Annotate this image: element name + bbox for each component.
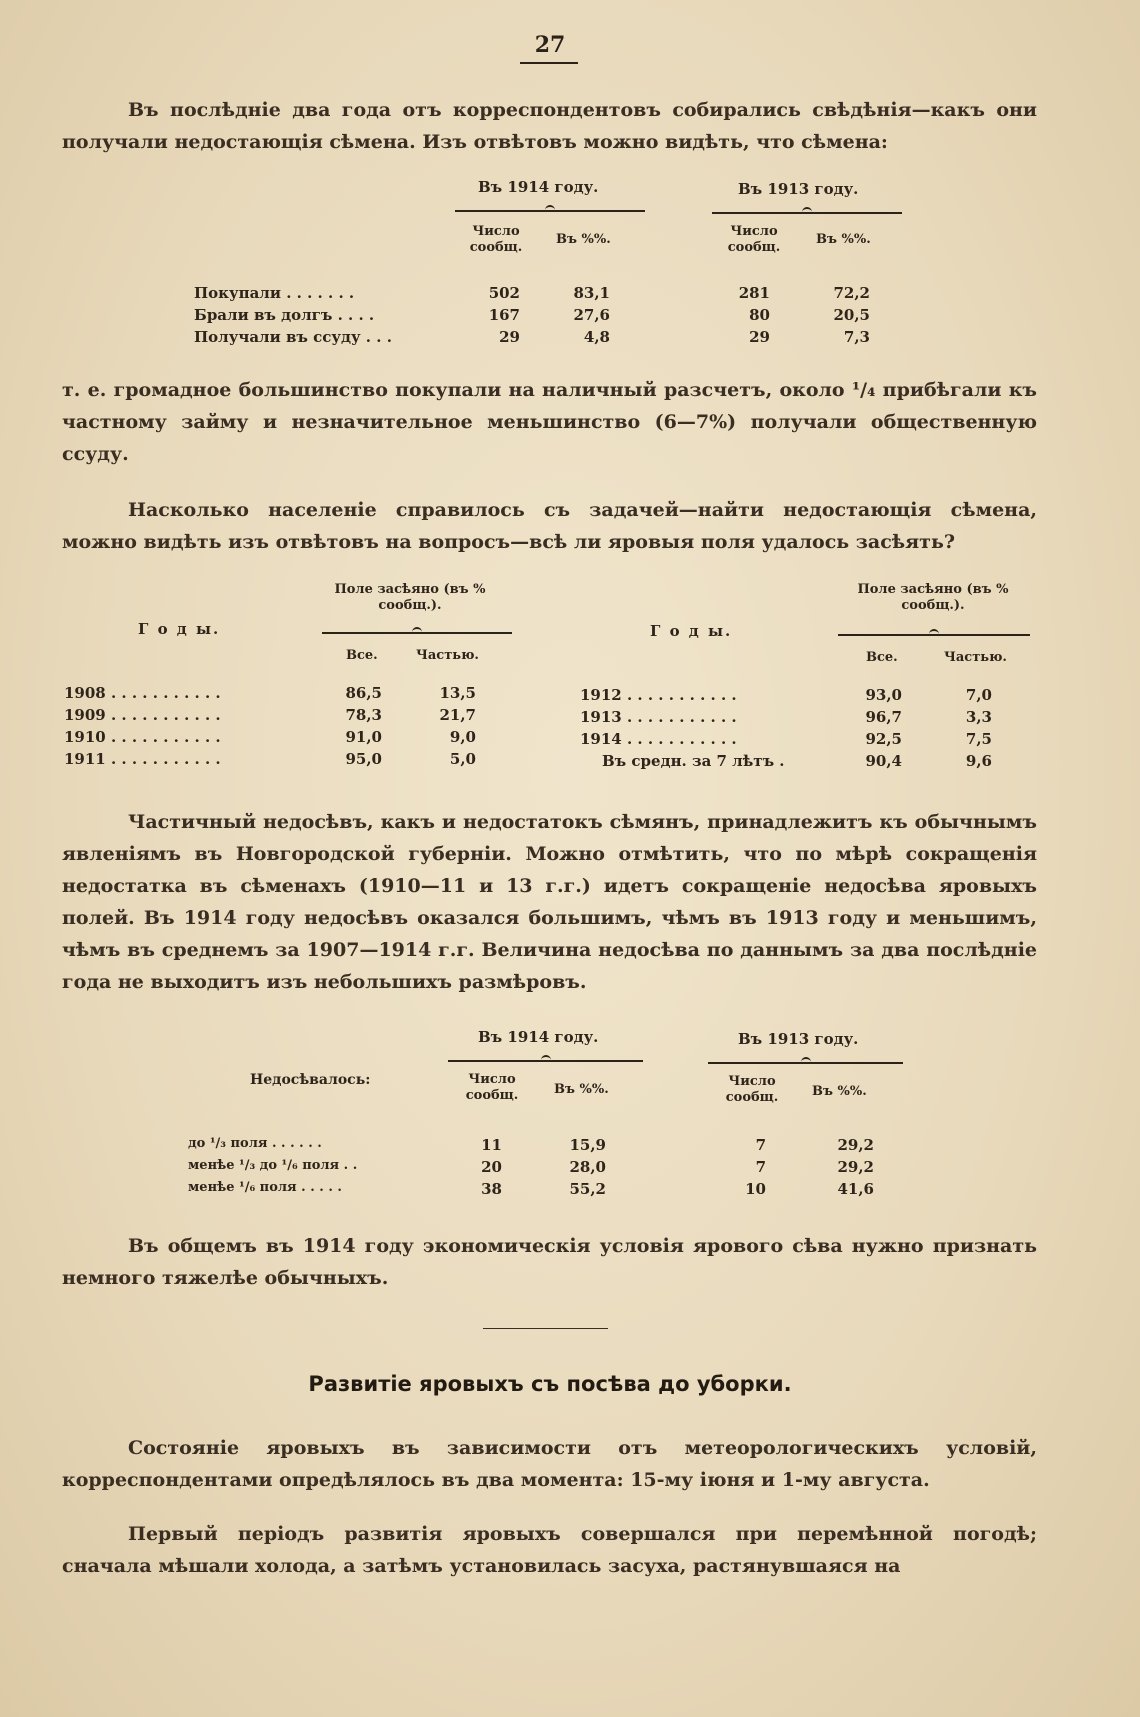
page-number: 27	[534, 32, 566, 58]
table2-cell: 78,3	[345, 706, 382, 724]
table1-row-label: Получали въ ссуду . . .	[194, 328, 392, 346]
paragraph-7: Первый періодъ развитія яровыхъ совершался при перемѣнной погодѣ; сначала мѣшали холода, а затѣмъ установилась засуха, растянувшаяся на	[62, 1523, 1037, 1577]
table2-cell: 86,5	[345, 684, 382, 702]
table3-row-label: менѣе ¹/₆ поля . . . . .	[188, 1180, 342, 1195]
paragraph-2: т. е. громадное большинство покупали на наличный разсчетъ, около ¹/₄ прибѣгали къ частному займу и незначительное меньшинство (6—7%) получали общественную ссуду.	[62, 379, 1037, 465]
table1-col-count-1913: Число сообщ.	[727, 224, 781, 255]
table2-cell: 5,0	[449, 750, 476, 768]
table2-cell: 7,0	[965, 686, 992, 704]
table3-cell: 7	[755, 1158, 766, 1176]
table2-year: 1908 . . . . . . . . . . .	[64, 684, 221, 702]
table2-cell: 92,5	[865, 730, 902, 748]
paragraph-3: Насколько населеніе справилось съ задачей—найти недостающія сѣмена, можно видѣть изъ отвѣтовъ на вопросъ—всѣ ли яровыя поля удалось засѣять?	[62, 499, 1037, 553]
table2-year: 1914 . . . . . . . . . . .	[580, 730, 737, 748]
table2-years-label-left: Г о д ы.	[138, 620, 221, 638]
table3-col-pct-1913: Въ %%.	[812, 1084, 867, 1099]
table1-cell: 27,6	[573, 306, 610, 324]
table2-cell: 96,7	[865, 708, 902, 726]
table1-cell: 167	[488, 306, 520, 324]
table2-year: 1912 . . . . . . . . . . .	[580, 686, 737, 704]
table3-cell: 41,6	[837, 1180, 874, 1198]
table1-brace-1913	[712, 212, 902, 214]
table2-average-label: Въ средн. за 7 лѣтъ .	[602, 752, 785, 770]
table3-row-header: Недосѣвалось:	[250, 1072, 371, 1088]
table3-year-1913: Въ 1913 году.	[738, 1030, 859, 1048]
table1-col-count-1914: Число сообщ.	[469, 224, 523, 255]
table3-col-count-1914: Число сообщ.	[465, 1072, 519, 1103]
table2-cell: 7,5	[965, 730, 992, 748]
table3-col-pct-1914: Въ %%.	[554, 1082, 609, 1097]
table1-cell: 83,1	[573, 284, 610, 302]
table3-brace-1913	[708, 1062, 903, 1064]
table3-cell: 20	[481, 1158, 502, 1176]
table2-year: 1910 . . . . . . . . . . .	[64, 728, 221, 746]
table1-brace-1914	[455, 210, 645, 212]
table1-row-label: Покупали . . . . . . .	[194, 284, 355, 302]
table3-cell: 28,0	[569, 1158, 606, 1176]
table3-cell: 10	[745, 1180, 766, 1198]
table3-row-label: до ¹/₃ поля . . . . . .	[188, 1136, 322, 1151]
table1-cell: 80	[749, 306, 770, 324]
table3-cell: 7	[755, 1136, 766, 1154]
table2-col-all-left: Все.	[346, 648, 378, 663]
section-heading: Развитіе яровыхъ съ посѣва до уборки.	[308, 1372, 792, 1396]
table3-year-1914: Въ 1914 году.	[478, 1028, 599, 1046]
table2-col-all-right: Все.	[866, 650, 898, 665]
table1-cell: 7,3	[843, 328, 870, 346]
table1-cell: 29	[499, 328, 520, 346]
table2-cell: 9,6	[965, 752, 992, 770]
paragraph-1: Въ послѣдніе два года отъ корреспондентовъ собирались свѣдѣнія—какъ они получали недостающія сѣмена. Изъ отвѣтовъ можно видѣть, что сѣмена:	[62, 99, 1037, 153]
table1-cell: 20,5	[833, 306, 870, 324]
table2-cell: 13,5	[439, 684, 476, 702]
table3-cell: 38	[481, 1180, 502, 1198]
table3-cell: 55,2	[569, 1180, 606, 1198]
table2-cell: 95,0	[345, 750, 382, 768]
table1-year-1914: Въ 1914 году.	[478, 178, 599, 196]
table2-brace-left	[322, 632, 512, 634]
table1-cell: 4,8	[583, 328, 610, 346]
table3-col-count-1913: Число сообщ.	[725, 1074, 779, 1105]
table3-cell: 29,2	[837, 1158, 874, 1176]
table2-cell: 21,7	[439, 706, 476, 724]
table2-cell: 91,0	[345, 728, 382, 746]
section-separator	[483, 1328, 608, 1329]
table1-col-pct-1914: Въ %%.	[556, 232, 611, 247]
table3-cell: 29,2	[837, 1136, 874, 1154]
table2-brace-right	[838, 634, 1030, 636]
table2-year: 1909 . . . . . . . . . . .	[64, 706, 221, 724]
table3-row-label: менѣе ¹/₃ до ¹/₆ поля . .	[188, 1158, 358, 1173]
table2-year: 1913 . . . . . . . . . . .	[580, 708, 737, 726]
table1-col-pct-1913: Въ %%.	[816, 232, 871, 247]
paragraph-6: Состояніе яровыхъ въ зависимости отъ метеорологическихъ условій, корреспондентами опредѣлялось въ два момента: 15-му іюня и 1-му августа.	[62, 1437, 1037, 1491]
paragraph-4: Частичный недосѣвъ, какъ и недостатокъ сѣмянъ, принадлежитъ къ обычнымъ явленіямъ въ Новгородской губерніи. Можно отмѣтить, что по мѣрѣ сокращенія недостатка въ сѣменахъ (1910—11 и 13 г.г.) идетъ сокращеніе недосѣва яровыхъ полей. Въ 1914 году недосѣвъ оказался большимъ, чѣмъ въ 1913 году и меньшимъ, чѣмъ въ среднемъ за 1907—1914 г.г. Величина недосѣва по даннымъ за два послѣдніе года не выходитъ изъ небольшихъ размѣровъ.	[62, 811, 1037, 993]
table2-col-part-right: Частью.	[944, 650, 1007, 665]
table2-field-sown-left: Поле засѣяно (въ % сообщ.).	[334, 582, 486, 613]
table2-year: 1911 . . . . . . . . . . .	[64, 750, 221, 768]
page-number-rule	[520, 62, 578, 64]
table2-cell: 90,4	[865, 752, 902, 770]
table2-col-part-left: Частью.	[416, 648, 479, 663]
table2-cell: 3,3	[965, 708, 992, 726]
table3-cell: 11	[481, 1136, 502, 1154]
table3-brace-1914	[448, 1060, 643, 1062]
table1-year-1913: Въ 1913 году.	[738, 180, 859, 198]
table1-cell: 281	[738, 284, 770, 302]
table1-cell: 29	[749, 328, 770, 346]
table2-cell: 93,0	[865, 686, 902, 704]
table2-years-label-right: Г о д ы.	[650, 622, 733, 640]
table2-cell: 9,0	[449, 728, 476, 746]
table3-cell: 15,9	[569, 1136, 606, 1154]
table1-cell: 502	[488, 284, 520, 302]
table1-row-label: Брали въ долгъ . . . .	[194, 306, 375, 324]
table1-cell: 72,2	[833, 284, 870, 302]
table2-field-sown-right: Поле засѣяно (въ % сообщ.).	[857, 582, 1009, 613]
paragraph-5: Въ общемъ въ 1914 году экономическія условія ярового сѣва нужно признать немного тяжелѣе обычныхъ.	[62, 1235, 1037, 1289]
